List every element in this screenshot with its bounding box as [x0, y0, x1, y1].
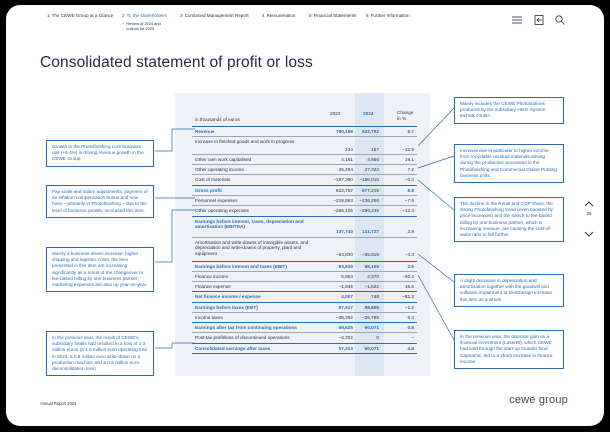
row-label: Post-tax profit/loss of discontinued operations — [195, 334, 290, 340]
value-2024: −1,622 — [364, 283, 379, 289]
value-2023: −187,390 — [333, 176, 353, 182]
note-depreciation: A slight decrease in depreciation and amortisation together with the goodwill and software impairment at DeinDesign increase this item as a whole. — [454, 274, 564, 307]
value-2024: 86,856 — [364, 304, 379, 310]
row-label: Earnings before interest and taxes (EBIT) — [195, 263, 287, 269]
row-label: Earnings after tax from continuing operations — [195, 324, 297, 330]
footer-label: Annual Report 2024 — [40, 401, 77, 406]
cewe-logo: cewe group — [509, 394, 568, 406]
nav-subitem-review[interactable]: + Review of 2024 and outlook for 2025 — [122, 21, 161, 31]
value-2024: −26,785 — [361, 314, 379, 320]
next-page-icon[interactable] — [584, 225, 594, 243]
nav-item-financial-statements[interactable]: 5 Financial Statements — [309, 13, 357, 18]
value-change: 19.1 — [404, 156, 414, 162]
row-label: Other own work capitalised — [195, 156, 252, 162]
value-change: −7.9 — [404, 197, 414, 203]
row-label: Other operating expenses — [195, 207, 249, 213]
value-change: −60.2 — [402, 273, 414, 279]
value-2023: 57,313 — [338, 345, 353, 351]
value-change: 0.8 — [407, 324, 414, 330]
value-2024: 748 — [371, 293, 379, 299]
value-2024: −236,256 — [359, 197, 379, 203]
connector-cost — [418, 180, 454, 210]
value-change: 16.6 — [404, 283, 414, 289]
value-2023: 137,740 — [336, 228, 353, 234]
value-change: 2.6 — [407, 263, 414, 269]
page-number: 26 — [586, 211, 592, 216]
note-previous-year-losses: In the previous year, the result of CEWE's subsidiary futalis had resulted in a loss of 2.3 million euros (a 1.0 million euro operating loss in 2023, a 0.8 million euro write-down on a production machine and a 0.5 million euro deconsolidation loss). — [46, 331, 154, 376]
value-2024: 86,108 — [364, 263, 379, 269]
value-2024: 27,323 — [364, 166, 379, 172]
note-payscale: Pay scale and salary adjustments, payment of an inflation compensation bonus and new hires – primarily in Photofinishing – due to the level of business growth, increased this item. — [46, 185, 154, 218]
value-2024: 0 — [376, 334, 379, 340]
value-change: −81.3 — [402, 293, 414, 299]
value-2024: 832,792 — [362, 128, 379, 134]
value-2023: 59,625 — [338, 324, 353, 330]
value-change: −32.9 — [402, 146, 414, 152]
row-label: Earnings before interest, taxes, depreciation and amortisation (EBITDA) — [195, 218, 304, 230]
value-change: 2.9 — [407, 228, 414, 234]
row-label: Earnings before taxes (EBT) — [195, 304, 258, 310]
value-2024: 4,956 — [367, 156, 379, 162]
value-2023: −1,946 — [338, 283, 353, 289]
row-label: Finance income — [195, 273, 229, 279]
col-header-change: Change in % — [397, 110, 414, 121]
value-2023: 5,953 — [341, 273, 353, 279]
value-change: 6.7 — [407, 128, 414, 134]
value-change: 7.2 — [407, 166, 414, 172]
nav-item-management-report[interactable]: 3 Combined Management Report — [180, 13, 249, 18]
row-label: Consolidated earnings after taxes — [195, 345, 271, 351]
connector-business — [155, 210, 195, 262]
page-title: Consolidated statement of profit or loss — [40, 54, 313, 71]
connector-recycling — [418, 156, 454, 168]
note-business-driven: Mainly a business-driven increase: higher shipping and logistics costs; the fees presented in this item are increasing significantly as a result of the changeover to fee-based billing by one business partner; marketing expenses are also up year-on-year. — [46, 247, 154, 292]
value-2024: −188,010 — [359, 176, 379, 182]
value-2023: 4,161 — [341, 156, 353, 162]
value-2023: 87,917 — [338, 304, 353, 310]
note-recycling: Increase due in particular to higher income from recyclable residual materials arising during the production processes in the Photofinishing and Commercial Online Printing business units. — [454, 144, 564, 183]
value-change: −12.4 — [402, 207, 414, 213]
connector-photostations — [418, 108, 454, 146]
row-label: Net finance income / expense — [195, 293, 261, 299]
value-change: 5.4 — [407, 314, 414, 320]
connector-prev-losses — [155, 343, 195, 348]
row-label: Increase in finished goods and work in progress — [195, 138, 295, 144]
note-growth: Growth in the Photofinishing core business unit (+6.4%) is driving revenue growth in the CEWE Group. — [46, 140, 154, 167]
col-header-2023: 2023 — [330, 111, 341, 116]
value-change: −3.3 — [404, 251, 414, 257]
value-2024: −299,235 — [359, 207, 379, 213]
row-label: Cost of materials — [195, 176, 231, 182]
nav-item-remuneration[interactable]: 4 Remuneration — [262, 13, 296, 18]
note-photostations: Mainly includes the CEWE Photostations produced by the subsidiary Hertz System-technik GmbH. — [454, 97, 564, 124]
value-2023: −266,106 — [333, 207, 353, 213]
note-disposal-gain: In the previous year, the disposal gain on a financial investment (LaserBI), which CEWE had sold through the start-up founder fund Capnamic, led to a sharp increase in finance income. — [454, 330, 564, 369]
row-label: Finance expense — [195, 283, 231, 289]
value-2024: 157 — [371, 146, 379, 152]
value-2024: 141,727 — [362, 228, 379, 234]
value-2023: 780,198 — [336, 128, 353, 134]
connector-depreciation — [418, 254, 454, 282]
row-label: Amortisation and write-downs of intangible assets, and depreciation and write-downs of property, plant and equipment — [195, 239, 309, 257]
plus-icon: + — [122, 21, 125, 26]
value-2023: 83,910 — [338, 263, 353, 269]
value-change: – — [411, 334, 414, 340]
row-label: Gross profit — [195, 187, 222, 193]
value-2023: −2,302 — [338, 334, 353, 340]
unit-label: in thousands of euros — [195, 117, 240, 122]
value-2023: 622,707 — [336, 187, 353, 193]
value-2023: 234 — [345, 146, 353, 152]
value-change: −0.3 — [404, 176, 414, 182]
row-label: Personnel expenses — [195, 197, 238, 203]
row-label: Income taxes — [195, 314, 223, 320]
value-change: 8.8 — [407, 187, 414, 193]
value-2023: −53,830 — [335, 251, 353, 257]
connector-disposal — [418, 275, 454, 340]
col-header-2024: 2024 — [363, 111, 374, 116]
row-label: Revenue — [195, 128, 215, 134]
value-2024: 677,218 — [362, 187, 379, 193]
value-2023: −218,863 — [333, 197, 353, 203]
nav-item-glance[interactable]: 1 The CEWE Group at a Glance — [47, 13, 114, 18]
nav-item-shareholders[interactable]: 2 To the shareholders — [122, 13, 167, 18]
value-2023: −28,392 — [335, 314, 353, 320]
value-2023: 4,007 — [341, 293, 353, 299]
note-cost-of-sales: The decline in the Retail and COP share, the strong Photofinishing trend (even boosted by price increases) and the switch to fee-based billing by one business partner, which is increasing revenue, are causing the cost-of-sales ratio to fall further. — [454, 197, 564, 242]
connector-growth — [155, 129, 195, 151]
value-2024: −55,619 — [361, 251, 379, 257]
value-change: 4.8 — [407, 345, 414, 351]
value-2024: 2,370 — [367, 273, 379, 279]
value-change: −1.2 — [404, 304, 414, 310]
value-2024: 60,071 — [364, 345, 379, 351]
row-label: Other operating income — [195, 166, 244, 172]
nav-item-further-information[interactable]: 6 Further Information — [366, 13, 410, 18]
value-2023: 25,494 — [338, 166, 353, 172]
value-2024: 60,071 — [364, 324, 379, 330]
